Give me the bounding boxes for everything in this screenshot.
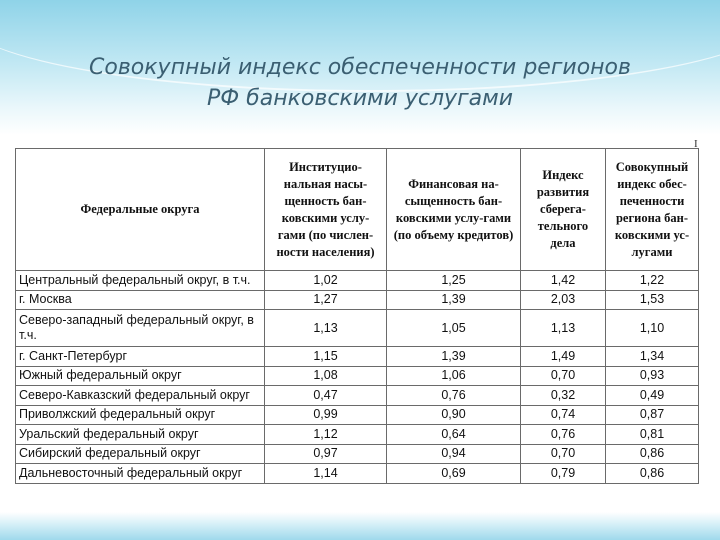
row-v3: 0,79 xyxy=(521,464,606,484)
row-name: г. Москва xyxy=(16,290,265,310)
slide-title-line-1: Совокупный индекс обеспеченности регионов xyxy=(89,55,631,80)
indices-table xyxy=(15,148,699,484)
table-row xyxy=(16,386,699,406)
row-v3: 2,03 xyxy=(521,290,606,310)
row-v2: 1,39 xyxy=(387,290,521,310)
row-v1: 1,14 xyxy=(265,464,387,484)
table-row xyxy=(16,271,699,291)
slide-title-line-2: РФ банковскими услугами xyxy=(206,86,514,111)
row-v2: 1,05 xyxy=(387,310,521,347)
row-v1: 1,12 xyxy=(265,425,387,445)
row-v1: 0,47 xyxy=(265,386,387,406)
row-v4: 1,10 xyxy=(606,310,699,347)
table-row xyxy=(16,464,699,484)
row-name: Сибирский федеральный округ xyxy=(16,444,265,464)
row-name: Дальневосточный федеральный округ xyxy=(16,464,265,484)
table-row xyxy=(16,290,699,310)
header-districts: Федеральные округа xyxy=(16,149,265,271)
row-v1: 1,15 xyxy=(265,347,387,367)
row-v4: 0,81 xyxy=(606,425,699,445)
row-v2: 1,39 xyxy=(387,347,521,367)
row-v1: 1,08 xyxy=(265,366,387,386)
row-v4: 0,87 xyxy=(606,405,699,425)
row-v4: 0,49 xyxy=(606,386,699,406)
row-v1: 0,97 xyxy=(265,444,387,464)
row-v4: 0,93 xyxy=(606,366,699,386)
row-v3: 0,70 xyxy=(521,444,606,464)
row-v3: 0,32 xyxy=(521,386,606,406)
row-v2: 0,76 xyxy=(387,386,521,406)
row-v3: 1,49 xyxy=(521,347,606,367)
row-v3: 0,70 xyxy=(521,366,606,386)
row-v3: 1,13 xyxy=(521,310,606,347)
slide-title xyxy=(0,52,720,114)
row-name: Северо-Кавказский федеральный округ xyxy=(16,386,265,406)
row-v1: 1,13 xyxy=(265,310,387,347)
row-v2: 1,25 xyxy=(387,271,521,291)
row-v2: 0,90 xyxy=(387,405,521,425)
row-name: Южный федеральный округ xyxy=(16,366,265,386)
row-v1: 1,02 xyxy=(265,271,387,291)
header-composite: Совокупный индекс обес-печенности региона бан-ковскими ус-лугами xyxy=(606,149,699,271)
table-row xyxy=(16,444,699,464)
row-v2: 1,06 xyxy=(387,366,521,386)
corner-mark: I xyxy=(694,138,698,150)
row-name: г. Санкт-Петербург xyxy=(16,347,265,367)
row-name: Приволжский федеральный округ xyxy=(16,405,265,425)
table-header-row xyxy=(16,149,699,271)
row-v4: 1,34 xyxy=(606,347,699,367)
header-financial: Финансовая на-сыщенность бан-ковскими услу-гами (по объему кредитов) xyxy=(387,149,521,271)
row-v2: 0,69 xyxy=(387,464,521,484)
row-name: Северо-западный федеральный округ, в т.ч. xyxy=(16,310,265,347)
row-name: Уральский федеральный округ xyxy=(16,425,265,445)
header-savings: Индекс развития сберега-тельного дела xyxy=(521,149,606,271)
row-v4: 1,53 xyxy=(606,290,699,310)
row-v2: 0,64 xyxy=(387,425,521,445)
row-v1: 1,27 xyxy=(265,290,387,310)
table-row xyxy=(16,347,699,367)
row-v2: 0,94 xyxy=(387,444,521,464)
table-row xyxy=(16,310,699,347)
row-v4: 1,22 xyxy=(606,271,699,291)
row-v4: 0,86 xyxy=(606,464,699,484)
row-v3: 0,76 xyxy=(521,425,606,445)
row-v1: 0,99 xyxy=(265,405,387,425)
row-v3: 1,42 xyxy=(521,271,606,291)
row-v4: 0,86 xyxy=(606,444,699,464)
header-institutional: Институцио-нальная насы-щенность бан-ковскими услу-гами (по числен-ности населения) xyxy=(265,149,387,271)
row-name: Центральный федеральный округ, в т.ч. xyxy=(16,271,265,291)
table-row xyxy=(16,405,699,425)
footer-background xyxy=(0,512,720,540)
table-row xyxy=(16,425,699,445)
row-v3: 0,74 xyxy=(521,405,606,425)
table-row xyxy=(16,366,699,386)
